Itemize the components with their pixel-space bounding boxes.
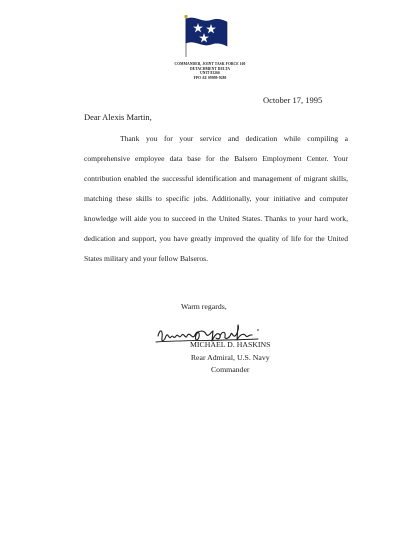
signer-rank: Rear Admiral, U.S. Navy — [190, 352, 270, 362]
letterhead-line: DETACHMENT DELTA — [189, 66, 231, 71]
signer-name: MICHAEL D. HASKINS — [190, 340, 271, 349]
letterhead-line: UNIT 83266 — [200, 71, 220, 76]
closing: Warm regards, — [181, 302, 227, 311]
letter-body — [84, 129, 348, 269]
letterhead-line: COMMANDER, JOINT TASK FORCE 160 — [174, 62, 246, 66]
letterhead-line: FPO AE 09999-9280 — [193, 75, 227, 80]
admiral-flag-icon — [180, 14, 230, 58]
salutation: Dear Alexis Martin, — [84, 112, 152, 122]
letterhead — [140, 62, 280, 80]
signer-title: Commander — [210, 365, 250, 374]
signature-block — [190, 339, 271, 377]
letter-date: October 17, 1995 — [263, 95, 323, 105]
letter-body-text: Thank you for your service and dedication while compiling a comprehensive employee data base for the Balsero Employment Center. Your contribution enabled the successful identification and management of migrant skills, matching these skills to specific jobs. Additionally, your initiative and computer knowledge will aide you to succeed in the United States. Thanks to your hard work, dedication and support, you have greatly improved the quality of life for the United States military and your fellow Balseros. — [84, 134, 348, 263]
